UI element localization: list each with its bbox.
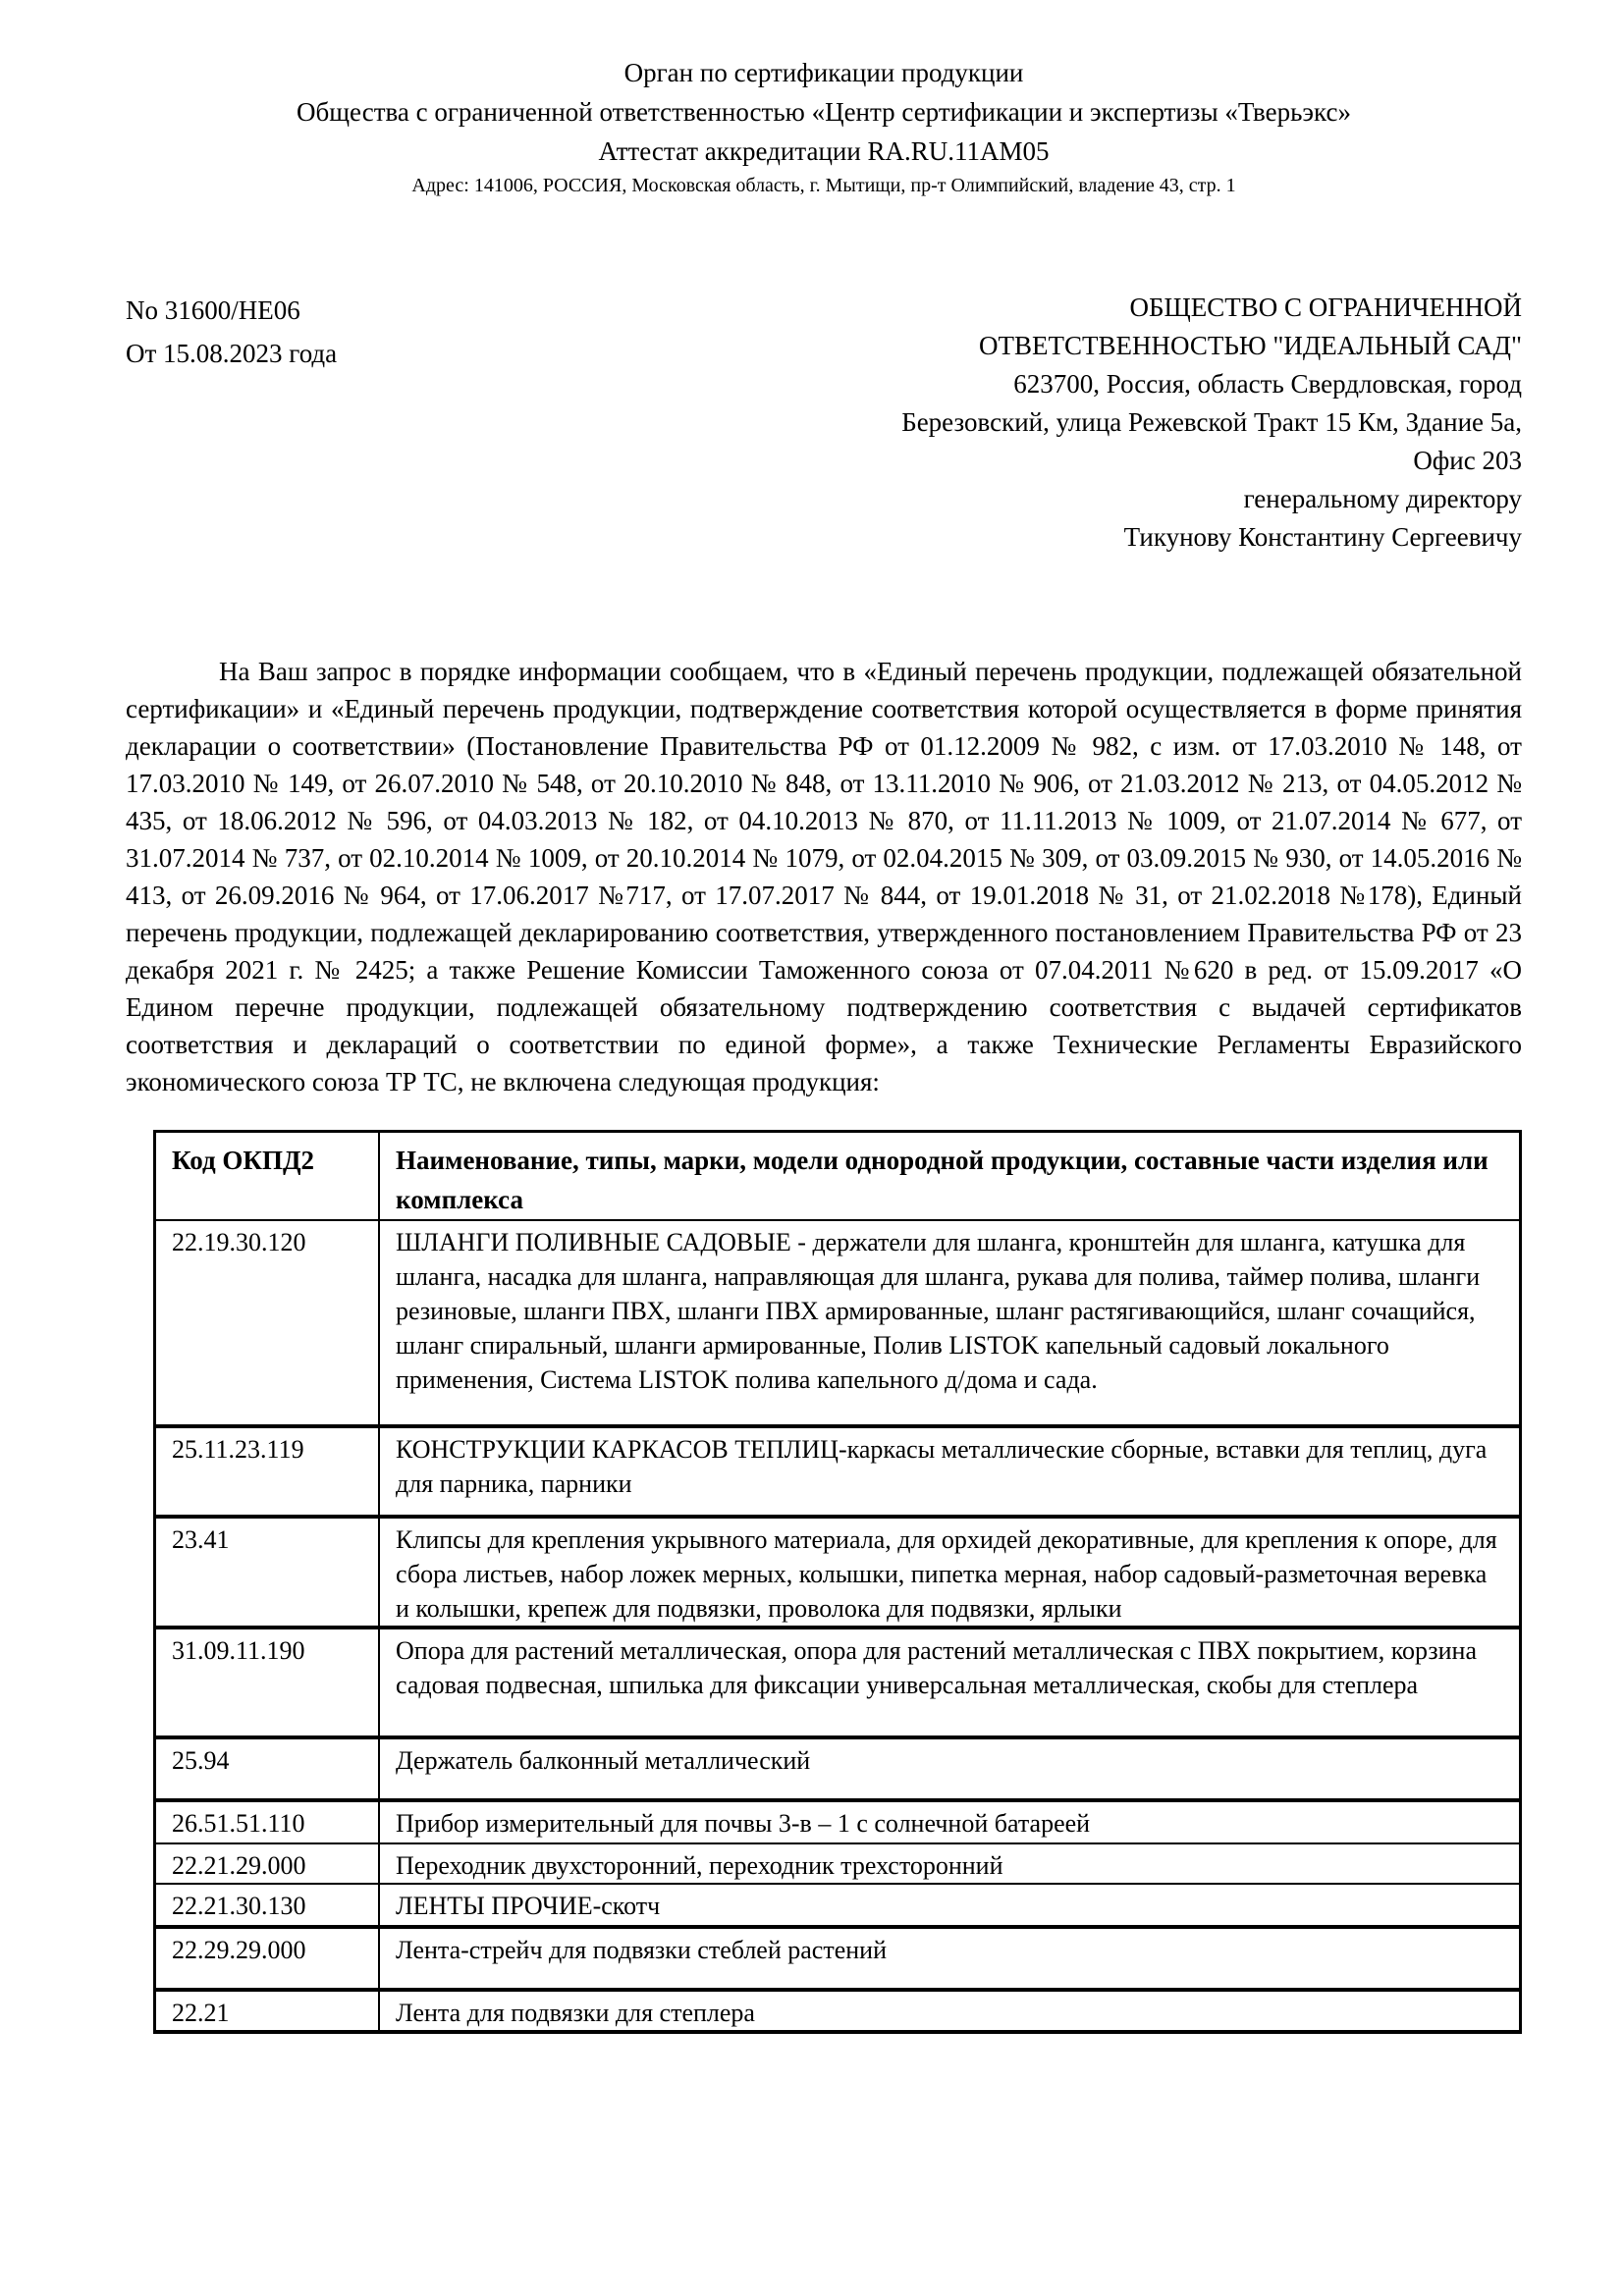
product-description-cell: Клипсы для крепления укрывного материала, для орхидей декоративные, для крепления к опоре, для сбора листьев, набор ложек мерных, колышки, пипетка мерная, набор садовый-разметочная веревка и колышки, крепеж для подвязки, проволока для подвязки, ярлыки (379, 1517, 1521, 1628)
okpd2-code-cell: 25.11.23.119 (155, 1426, 380, 1517)
recipient-line: Тикунову Константину Сергеевичу (1123, 522, 1522, 552)
reference-recipient-section (126, 289, 1522, 557)
recipient-line: 623700, Россия, область Свердловская, город (1013, 369, 1522, 399)
product-description-cell: ШЛАНГИ ПОЛИВНЫЕ САДОВЫЕ - держатели для шланга, кронштейн для шланга, катушка для шланга, насадка для шланга, направляющая для шланга, рукава для полива, таймер полива, шланги резиновые, шланги ПВХ, шланги ПВХ армированные, шланг растягивающийся, шланг сочащийся, шланг спиральный, шланги армированные, Полив LISTOK капельный садовый локального применения, Система LISTOK полива капельного д/дома и сада. (379, 1220, 1521, 1426)
table-row (155, 1220, 1521, 1426)
okpd2-code-cell: 22.29.29.000 (155, 1927, 380, 1990)
product-description-cell: ЛЕНТЫ ПРОЧИЕ-скотч (379, 1884, 1521, 1927)
product-description-cell: КОНСТРУКЦИИ КАРКАСОВ ТЕПЛИЦ-каркасы металлические сборные, вставки для теплиц, дуга для парника, парники (379, 1426, 1521, 1517)
okpd2-code-cell: 22.21 (155, 1990, 380, 2032)
okpd2-code-cell: 22.19.30.120 (155, 1220, 380, 1426)
okpd2-code-cell: 23.41 (155, 1517, 380, 1628)
recipient-line: генеральному директору (1243, 484, 1522, 513)
product-description-cell: Лента для подвязки для степлера (379, 1990, 1521, 2032)
products-table-head (155, 1132, 1521, 1221)
product-description-cell: Опора для растений металлическая, опора для растений металлическая с ПВХ покрытием, корзина садовая подвесная, шпилька для фиксации универсальная металлическая, скобы для степлера (379, 1628, 1521, 1737)
okpd2-code-cell: 25.94 (155, 1737, 380, 1800)
products-table (153, 1130, 1522, 2034)
recipient-line: Березовский, улица Режевской Тракт 15 Км, Здание 5а, (901, 407, 1522, 437)
letterhead-address: Адрес: 141006, РОССИЯ, Московская область, г. Мытищи, пр-т Олимпийский, владение 43, стр. 1 (411, 175, 1236, 196)
table-header-row (155, 1132, 1521, 1221)
letterhead-org-type: Орган по сертификации продукции (623, 58, 1024, 87)
table-row (155, 1927, 1521, 1990)
recipient-line: ОБЩЕСТВО С ОГРАНИЧЕННОЙ (1129, 293, 1522, 322)
table-row (155, 1800, 1521, 1843)
product-description-cell: Держатель балконный металлический (379, 1737, 1521, 1800)
table-row (155, 1628, 1521, 1737)
letterhead (126, 53, 1522, 200)
table-row (155, 1737, 1521, 1800)
table-row (155, 1517, 1521, 1628)
okpd2-code-cell: 26.51.51.110 (155, 1800, 380, 1843)
reference-block (126, 289, 337, 375)
column-header-okpd2-code: Код ОКПД2 (155, 1132, 380, 1221)
product-description-cell: Переходник двухсторонний, переходник трехсторонний (379, 1843, 1521, 1884)
okpd2-code-cell: 22.21.29.000 (155, 1843, 380, 1884)
recipient-line: Офис 203 (1413, 446, 1522, 475)
outgoing-date: От 15.08.2023 года (126, 339, 338, 368)
recipient-line: ОТВЕТСТВЕННОСТЬЮ "ИДЕАЛЬНЫЙ САД" (979, 331, 1522, 360)
products-table-body (155, 1220, 1521, 2032)
table-row (155, 1843, 1521, 1884)
product-description-cell: Прибор измерительный для почвы 3-в – 1 с солнечной батареей (379, 1800, 1521, 1843)
product-description-cell: Лента-стрейч для подвязки стеблей растений (379, 1927, 1521, 1990)
outgoing-number: No 31600/НЕ06 (126, 295, 300, 325)
recipient-block (337, 289, 1522, 557)
letterhead-accreditation: Аттестат аккредитации RA.RU.11АМ05 (598, 136, 1050, 166)
okpd2-code-cell: 22.21.30.130 (155, 1884, 380, 1927)
okpd2-code-cell: 31.09.11.190 (155, 1628, 380, 1737)
body-paragraph: На Ваш запрос в порядке информации сообщаем, что в «Единый перечень продукции, подлежащей обязательной сертификации» и «Единый перечень продукции, подтверждение соответствия которой осуществляется в форме принятия декларации о соответствии» (Постановление Правительства РФ от 01.12.2009 № 982, с изм. от 17.03.2010 № 148, от 17.03.2010 № 149, от 26.07.2010 № 548, от 20.10.2010 № 848, от 13.11.2010 № 906, от 21.03.2012 № 213, от 04.05.2012 № 435, от 18.06.2012 № 596, от 04.03.2013 № 182, от 04.10.2013 № 870, от 11.11.2013 № 1009, от 21.07.2014 № 677, от 31.07.2014 № 737, от 02.10.2014 № 1009, от 20.10.2014 № 1079, от 02.04.2015 № 309, от 03.09.2015 № 930, от 14.05.2016 № 413, от 26.09.2016 № 964, от 17.06.2017 №717, от 17.07.2017 № 844, от 19.01.2018 № 31, от 21.02.2018 №178), Единый перечень продукции, подлежащей декларированию соответствия, утвержденного постановлением Правительства РФ от 23 декабря 2021 г. № 2425; а также Решение Комиссии Таможенного союза от 07.04.2011 №620 в ред. от 15.09.2017 «О Едином перечне продукции, подлежащей обязательному подтверждению соответствия с выдачей сертификатов соответствия и деклараций о соответствии по единой форме», а также Технические Регламенты Евразийского экономического союза ТР ТС, не включена следующая продукция: (126, 657, 1522, 1096)
column-header-product-name: Наименование, типы, марки, модели однородной продукции, составные части изделия или комплекса (379, 1132, 1521, 1221)
table-row (155, 1884, 1521, 1927)
letterhead-org-name: Общества с ограниченной ответственностью «Центр сертификации и экспертизы «Тверьэкс» (297, 97, 1351, 127)
table-row (155, 1990, 1521, 2032)
table-row (155, 1426, 1521, 1517)
